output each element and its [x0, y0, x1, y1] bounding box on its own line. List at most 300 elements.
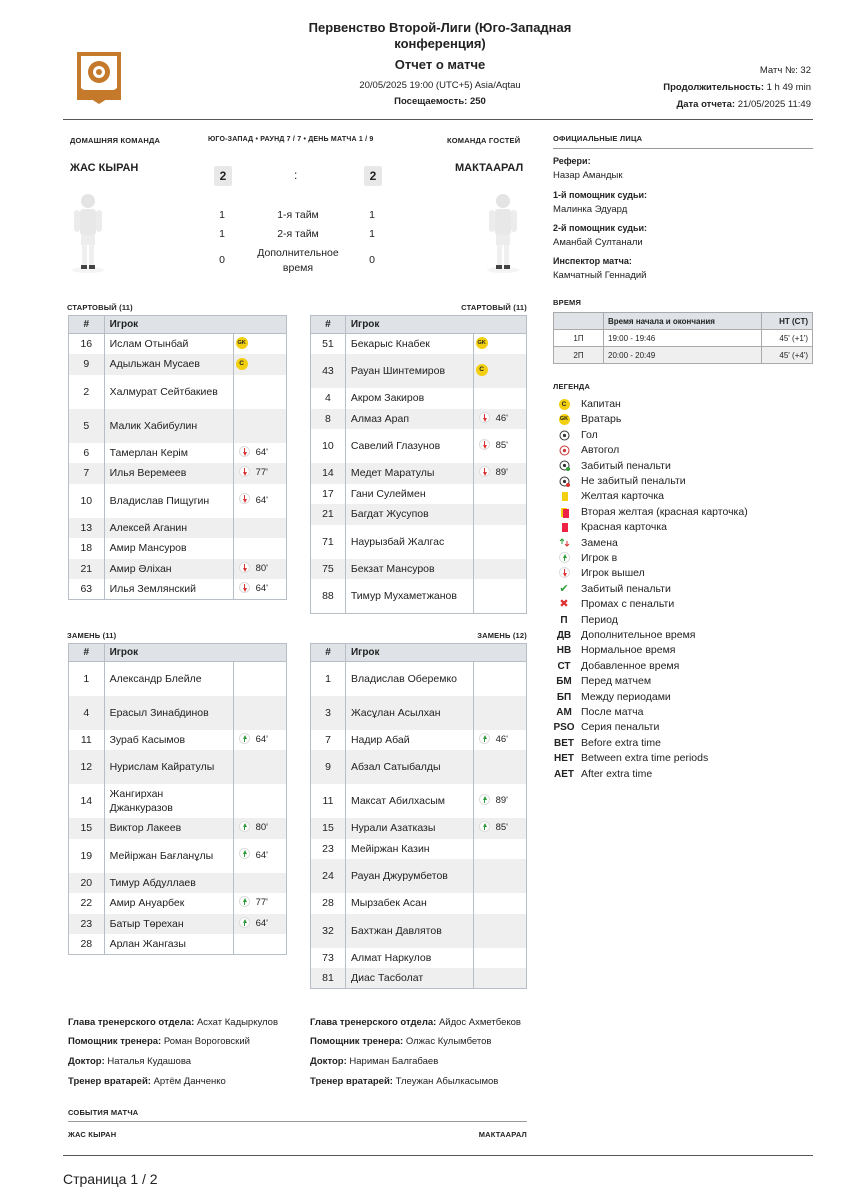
- legend-abbrev: PSO: [553, 722, 575, 734]
- player-row: [69, 696, 287, 730]
- legend-item: [553, 566, 645, 581]
- match-number: Матч №: 32: [759, 65, 811, 76]
- player-number: 24: [311, 859, 346, 893]
- player-name: Ислам Отынбай: [104, 334, 233, 355]
- home-score: 2: [214, 166, 232, 186]
- legend-abbrev: BET: [554, 737, 574, 749]
- player-number: 5: [69, 409, 105, 443]
- legend-item: [553, 736, 661, 751]
- player-name: Илья Веремеев: [104, 463, 233, 484]
- substitution-icon: [553, 536, 575, 551]
- home-kit-icon: [71, 192, 105, 274]
- player-name: Владислав Пищугин: [104, 484, 233, 518]
- legend-label: Красная карточка: [581, 521, 667, 534]
- player-events: [473, 484, 526, 505]
- player-in-icon: [479, 821, 490, 832]
- player-in-icon: [239, 917, 250, 928]
- player-events: [233, 354, 286, 375]
- home-team-label: ДОМАШНЯЯ КОМАНДА: [70, 136, 161, 145]
- player-row: [311, 696, 527, 730]
- player-row: [69, 818, 287, 839]
- time-title: ВРЕМЯ: [553, 298, 582, 307]
- player-row: [69, 443, 287, 464]
- legend-label: Нормальное время: [581, 644, 676, 657]
- player-events: [233, 750, 286, 784]
- footer-divider: [63, 1155, 813, 1156]
- goalkeeper-icon: GK: [553, 412, 575, 427]
- legend-item: [553, 643, 675, 658]
- player-number: 20: [69, 873, 105, 894]
- referee-label: Рефери:: [553, 156, 591, 166]
- legend-label: Капитан: [581, 398, 621, 410]
- legend-abbrev: ДВ: [556, 630, 572, 641]
- player-in-icon: [239, 821, 250, 832]
- player-events: [473, 504, 526, 525]
- legend-item: [553, 428, 598, 443]
- player-name: Савелий Глазунов: [345, 429, 473, 463]
- player-events: [473, 696, 526, 730]
- player-out-icon: [553, 566, 575, 581]
- player-name: Акром Закиров: [345, 388, 473, 409]
- player-name: Владислав Оберемко: [345, 662, 473, 696]
- player-events: [233, 696, 286, 730]
- player-number: 13: [69, 518, 105, 539]
- home-starting-table: # Игрок 16 Ислам Отынбай GK 9 Адыльжан Мусаев C 2 Халмурат Сейтбакиев 5 Малик Хабибулин 6 Тамерлан Керім 64' 7 Илья Веремеев 77' 10 Владислав Пищугин 64' 13 Алексей Аганин 18 Амир Мансуров 21 Амир Әліхан 80' 63 Илья Землянский 64': [68, 315, 287, 600]
- player-row: [69, 914, 287, 935]
- away-kit-icon: [486, 192, 520, 274]
- player-name: Жангирхан Джанкуразов: [104, 784, 233, 818]
- player-name: Тимур Мухаметжанов: [345, 579, 473, 613]
- player-name: Алмаз Арап: [345, 409, 473, 430]
- player-row: [69, 334, 287, 355]
- legend-label: Не забитый пенальти: [581, 475, 686, 487]
- player-number: 7: [69, 463, 105, 484]
- legend-label: Добавленное время: [581, 659, 680, 672]
- legend-label: Период: [581, 613, 618, 626]
- player-events: [473, 784, 526, 818]
- legend-item: [553, 705, 643, 720]
- event-minute: 77': [255, 467, 268, 479]
- player-name: Нурали Азатказы: [345, 818, 473, 839]
- home-subs-label: ЗАМЕНЬ (11): [67, 631, 117, 640]
- legend-item: [553, 720, 659, 735]
- player-events: [233, 443, 286, 464]
- legend-label: Желтая карточка: [581, 490, 665, 503]
- shootout-missed-icon: ✖: [559, 598, 569, 611]
- legend-label: Между периодами: [581, 690, 671, 703]
- time-table: Время начала и окончания HT (CT) 1П 19:00 - 19:46 45' (+1') 2П 20:00 - 20:49 45' (+4'): [553, 312, 813, 364]
- player-name: Амир Мансуров: [104, 538, 233, 559]
- player-in-icon: [239, 733, 250, 744]
- report-title: Отчет о матче: [394, 57, 486, 72]
- player-events: [473, 818, 526, 839]
- event-minute: 80': [255, 822, 268, 834]
- player-name: Амир Әліхан: [104, 559, 233, 580]
- away-subs-table: # Игрок 1 Владислав Оберемко 3 Жасұлан Асылхан 7 Надир Абай 46' 9 Абзал Сатыбалды 11 Максат Абилхасым 89' 15 Нурали Азатказы 85' 23 Мейіржан Казин 24 Рауан Джурумбетов 28 Мырзабек Асан 32 Бахтжан Давлятов 73 Алмат Наркулов 81 Диас Тасболат: [310, 643, 527, 989]
- event-minute: 64': [255, 446, 268, 458]
- player-out-icon: [239, 446, 250, 457]
- legend-label: Игрок в: [581, 552, 618, 564]
- player-in-icon: [239, 896, 250, 907]
- player-events: [473, 409, 526, 430]
- home-subs-table: # Игрок 1 Александр Блейле 4 Ерасыл Зинабдинов 11 Зураб Касымов 64' 12 Нурислам Кайратулы 14 Жангирхан Джанкуразов 15 Виктор Лакеев 80' 19 Мейіржан Бағланұлы 64' 20 Тимур Абдуллаев 22 Амир Ануарбек 77' 23 Батыр Төрехан 64' 28 Арлан Жангазы: [68, 643, 287, 955]
- player-number: 15: [311, 818, 346, 839]
- player-name: Надир Абай: [345, 730, 473, 751]
- player-row: [311, 662, 527, 696]
- player-name: Мейіржан Казин: [345, 839, 473, 860]
- legend-item: [553, 767, 652, 782]
- player-number: 21: [69, 559, 105, 580]
- player-name: Зураб Касымов: [104, 730, 233, 751]
- period-label: 1-я тайм: [277, 209, 319, 221]
- home-doctor: Доктор: Наталья Кудашова: [68, 1056, 192, 1067]
- legend-item: [553, 474, 686, 489]
- legend-label: Забитый пенальти: [581, 582, 671, 595]
- officials-divider: [553, 148, 813, 149]
- legend-item: [553, 397, 621, 412]
- player-name: Тамерлан Керім: [104, 443, 233, 464]
- player-name: Рауан Джурумбетов: [345, 859, 473, 893]
- player-name: Жасұлан Асылхан: [345, 696, 473, 730]
- player-number: 32: [311, 914, 346, 948]
- goal-icon: [553, 428, 575, 443]
- player-events: [473, 525, 526, 559]
- player-row: [69, 579, 287, 600]
- player-events: [233, 784, 286, 818]
- player-events: [233, 484, 286, 518]
- home-gk-coach: Тренер вратарей: Артём Данченко: [68, 1076, 226, 1087]
- player-row: [69, 839, 287, 873]
- legend-item: [553, 551, 617, 566]
- player-row: [69, 934, 287, 955]
- away-doctor: Доктор: Нариман Балгабаев: [310, 1056, 439, 1067]
- legend-item: [553, 628, 696, 643]
- player-events: [473, 968, 526, 989]
- player-number: 51: [311, 334, 346, 355]
- legend-abbrev: СТ: [557, 660, 571, 672]
- events-title: СОБЫТИЯ МАТЧА: [68, 1108, 139, 1117]
- inspector-label: Инспектор матча:: [553, 256, 632, 266]
- player-events: [233, 839, 286, 873]
- event-minute: 64': [255, 583, 268, 594]
- player-row: [311, 388, 527, 409]
- player-row: [69, 463, 287, 484]
- player-row: [311, 968, 527, 989]
- player-name: Бекзат Мансуров: [345, 559, 473, 580]
- player-number: 10: [311, 429, 346, 463]
- legend-abbrev: АМ: [556, 707, 572, 718]
- player-out-icon: [479, 439, 490, 450]
- legend-label: Вратарь: [581, 413, 622, 426]
- away-starting-table: # Игрок 51 Бекарыс Кнабек GK 43 Рауан Шинтемиров C 4 Акром Закиров 8 Алмаз Арап 46' 10 Савелий Глазунов 85' 14 Медет Маратулы 89' 17 Гани Сулеймен 21 Багдат Жусупов 71 Наурызбай Жалгас 75 Бекзат Мансуров 88 Тимур Мухаметжанов: [310, 315, 527, 614]
- events-away-team: МАКТААРАЛ: [478, 1130, 527, 1139]
- player-row: [311, 429, 527, 463]
- league-logo: [73, 50, 125, 106]
- legend-label: Игрок вышел: [581, 567, 645, 580]
- player-name: Халмурат Сейтбакиев: [104, 375, 233, 409]
- player-name: Максат Абилхасым: [345, 784, 473, 818]
- player-number: 11: [69, 730, 105, 751]
- player-number: 12: [69, 750, 105, 784]
- player-number: 15: [69, 818, 105, 839]
- home-head-coach: Глава тренерского отдела: Асхат Кадыркулов: [68, 1017, 279, 1028]
- event-minute: 85': [495, 440, 508, 451]
- legend-item: [553, 659, 679, 674]
- player-row: [311, 559, 527, 580]
- player-events: [473, 730, 526, 751]
- event-minute: 64': [255, 849, 268, 861]
- events-divider: [68, 1121, 527, 1122]
- legend-abbrev: HET: [554, 753, 574, 765]
- player-row: [311, 893, 527, 914]
- home-2nd-half: 1: [219, 228, 225, 240]
- player-number: 73: [311, 948, 346, 969]
- player-out-icon: [239, 466, 250, 477]
- penalty-scored-icon: [553, 459, 575, 474]
- player-name: Александр Блейле: [104, 662, 233, 696]
- player-in-icon: [479, 794, 490, 805]
- player-number: 75: [311, 559, 346, 580]
- player-number: 9: [69, 354, 105, 375]
- player-number: 19: [69, 839, 105, 873]
- assistant2-name: Аманбай Султанали: [553, 237, 643, 248]
- player-row: [69, 730, 287, 751]
- player-events: [473, 948, 526, 969]
- event-minute: 80': [255, 562, 268, 574]
- away-extra-time: 0: [369, 254, 375, 266]
- report-date: Дата отчета: 21/05/2025 11:49: [676, 99, 811, 110]
- player-name: Мейіржан Бағланұлы: [104, 839, 233, 873]
- player-number: 11: [311, 784, 346, 818]
- officials-title: ОФИЦИАЛЬНЫЕ ЛИЦА: [553, 134, 643, 143]
- away-assistant-coach: Помощник тренера: Олжас Кулымбетов: [310, 1036, 492, 1047]
- away-subs-label: ЗАМЕНЬ (12): [477, 631, 527, 640]
- player-number: 10: [69, 484, 105, 518]
- away-head-coach: Глава тренерского отдела: Айдос Ахметбеков: [310, 1017, 521, 1028]
- time-row: 2П 20:00 - 20:49 45' (+4'): [554, 347, 813, 364]
- player-events: [473, 750, 526, 784]
- legend-item: [553, 536, 618, 551]
- player-name: Алмат Наркулов: [345, 948, 473, 969]
- player-number: 21: [311, 504, 346, 525]
- legend-label: Серия пенальти: [581, 721, 660, 734]
- home-1st-half: 1: [219, 209, 225, 221]
- legend-item: [553, 613, 618, 628]
- captain-icon: C: [553, 397, 575, 412]
- player-name: Илья Землянский: [104, 579, 233, 600]
- player-row: [69, 893, 287, 914]
- legend-label: После матча: [581, 706, 644, 718]
- player-in-icon: [239, 848, 250, 859]
- player-out-icon: [239, 562, 250, 573]
- home-starting-label: СТАРТОВЫЙ (11): [67, 303, 133, 312]
- player-events: [233, 893, 286, 914]
- player-number: 1: [69, 662, 105, 696]
- player-events: [473, 579, 526, 613]
- player-number: 18: [69, 538, 105, 559]
- player-row: [69, 559, 287, 580]
- legend-abbrev: НВ: [556, 645, 572, 657]
- player-row: [311, 914, 527, 948]
- legend-label: Дополнительное время: [581, 629, 696, 641]
- away-starting-label: СТАРТОВЫЙ (11): [461, 303, 527, 312]
- home-assistant-coach: Помощник тренера: Роман Вороговский: [68, 1036, 250, 1047]
- player-name: Абзал Сатыбалды: [345, 750, 473, 784]
- event-minute: 77': [255, 897, 268, 909]
- player-name: Рауан Шинтемиров: [345, 354, 473, 388]
- player-events: [473, 839, 526, 860]
- legend-abbrev: П: [560, 614, 568, 626]
- player-events: [233, 463, 286, 484]
- player-events: [233, 559, 286, 580]
- player-name: Арлан Жангазы: [104, 934, 233, 955]
- player-out-icon: [479, 412, 490, 423]
- player-number: 6: [69, 443, 105, 464]
- legend-label: After extra time: [581, 767, 653, 780]
- goalkeeper-badge: GK: [476, 337, 488, 349]
- player-events: [233, 914, 286, 935]
- player-row: [69, 662, 287, 696]
- home-extra-time: 0: [219, 254, 225, 266]
- player-number: 28: [69, 934, 105, 955]
- penalty-missed-icon: [553, 474, 575, 489]
- player-out-icon: [239, 582, 250, 593]
- legend-abbrev: БМ: [556, 676, 572, 688]
- player-events: [473, 334, 526, 355]
- player-name: Медет Маратулы: [345, 463, 473, 484]
- event-minute: 64': [255, 917, 268, 929]
- player-row: [311, 504, 527, 525]
- player-row: [311, 409, 527, 430]
- player-number: 88: [311, 579, 346, 613]
- legend-item: [553, 520, 667, 535]
- player-events: [473, 859, 526, 893]
- away-score: 2: [364, 166, 382, 186]
- player-number: 23: [69, 914, 105, 935]
- player-name: Мырзабек Асан: [345, 893, 473, 914]
- player-events: [473, 354, 526, 388]
- player-number: 23: [311, 839, 346, 860]
- away-team-label: КОМАНДА ГОСТЕЙ: [447, 136, 521, 145]
- player-events: [473, 463, 526, 484]
- player-row: [311, 525, 527, 559]
- player-events: [473, 429, 526, 463]
- event-minute: 85': [495, 822, 508, 834]
- player-row: [311, 948, 527, 969]
- player-name: Гани Сулеймен: [345, 484, 473, 505]
- player-row: [69, 354, 287, 375]
- event-minute: 89': [495, 795, 508, 806]
- player-name: Бекарыс Кнабек: [345, 334, 473, 355]
- player-number: 2: [69, 375, 105, 409]
- player-row: [69, 375, 287, 409]
- captain-badge: C: [236, 358, 248, 370]
- player-events: [233, 579, 286, 600]
- away-gk-coach: Тренер вратарей: Тлеужан Абылкасымов: [310, 1076, 499, 1087]
- player-name: Диас Тасболат: [345, 968, 473, 989]
- player-number: 9: [311, 750, 346, 784]
- player-in-icon: [479, 733, 490, 744]
- player-events: [473, 559, 526, 580]
- player-events: [473, 662, 526, 696]
- legend-item: [553, 412, 621, 427]
- header-divider: [63, 119, 813, 120]
- time-row: 1П 19:00 - 19:46 45' (+1'): [554, 330, 813, 347]
- period-label: 2-я тайм: [277, 228, 319, 240]
- away-2nd-half: 1: [369, 228, 375, 240]
- home-team-name: ЖАС КЫРАН: [70, 162, 139, 174]
- match-datetime: 20/05/2025 19:00 (UTC+5) Asia/Aqtau: [359, 80, 521, 91]
- player-name: Алексей Аганин: [104, 518, 233, 539]
- player-row: [311, 463, 527, 484]
- player-out-icon: [239, 493, 250, 504]
- player-events: [233, 818, 286, 839]
- legend-abbrev: БП: [556, 691, 572, 703]
- player-name: Ерасыл Зинабдинов: [104, 696, 233, 730]
- player-number: 8: [311, 409, 346, 430]
- player-number: 22: [69, 893, 105, 914]
- player-row: [69, 750, 287, 784]
- legend-title: ЛЕГЕНДА: [553, 382, 591, 391]
- player-events: [233, 409, 286, 443]
- player-row: [69, 518, 287, 539]
- player-row: [311, 730, 527, 751]
- player-number: 7: [311, 730, 346, 751]
- legend-item: [553, 674, 651, 689]
- player-name: Наурызбай Жалгас: [345, 525, 473, 559]
- player-number: 14: [69, 784, 105, 818]
- assistant2-label: 2-й помощник судьи:: [553, 223, 648, 233]
- assistant1-name: Малинка Эдуард: [553, 204, 628, 215]
- legend-label: Замена: [581, 536, 618, 549]
- player-name: Адыльжан Мусаев: [104, 354, 233, 375]
- legend-label: Промах с пенальти: [581, 598, 675, 611]
- own-goal-icon: [553, 443, 575, 458]
- player-events: [233, 334, 286, 355]
- player-row: [311, 859, 527, 893]
- player-name: Малик Хабибулин: [104, 409, 233, 443]
- player-row: [311, 784, 527, 818]
- player-row: [311, 818, 527, 839]
- legend-item: [553, 443, 619, 458]
- shootout-scored-icon: ✔: [559, 582, 569, 595]
- player-events: [233, 375, 286, 409]
- assistant1-label: 1-й помощник судьи:: [553, 190, 648, 200]
- legend-label: Автогол: [581, 444, 620, 457]
- player-row: [311, 579, 527, 613]
- legend-label: Перед матчем: [581, 675, 652, 688]
- round-info: ЮГО-ЗАПАД • РАУНД 7 / 7 • ДЕНЬ МАТЧА 1 / 9: [208, 136, 374, 143]
- second-yellow-icon: [553, 505, 575, 520]
- legend-label: Between extra time periods: [581, 752, 709, 765]
- player-name: Нурислам Кайратулы: [104, 750, 233, 784]
- event-minute: 46': [495, 733, 508, 745]
- player-row: [311, 334, 527, 355]
- legend-abbrev: AET: [554, 768, 574, 780]
- player-number: 14: [311, 463, 346, 484]
- player-number: 1: [311, 662, 346, 696]
- legend-label: Вторая желтая (красная карточка): [581, 505, 748, 518]
- player-events: [473, 893, 526, 914]
- events-home-team: ЖАС КЫРАН: [68, 1130, 117, 1139]
- match-duration: Продолжительность: 1 h 49 min: [663, 82, 811, 93]
- player-events: [233, 538, 286, 559]
- inspector-name: Камчатный Геннадий: [553, 270, 647, 281]
- legend-item: [553, 582, 671, 597]
- competition-title: Первенство Второй-Лиги (Юго-Западная конференция): [308, 20, 572, 51]
- attendance: Посещаемость: 250: [394, 96, 486, 107]
- player-number: 3: [311, 696, 346, 730]
